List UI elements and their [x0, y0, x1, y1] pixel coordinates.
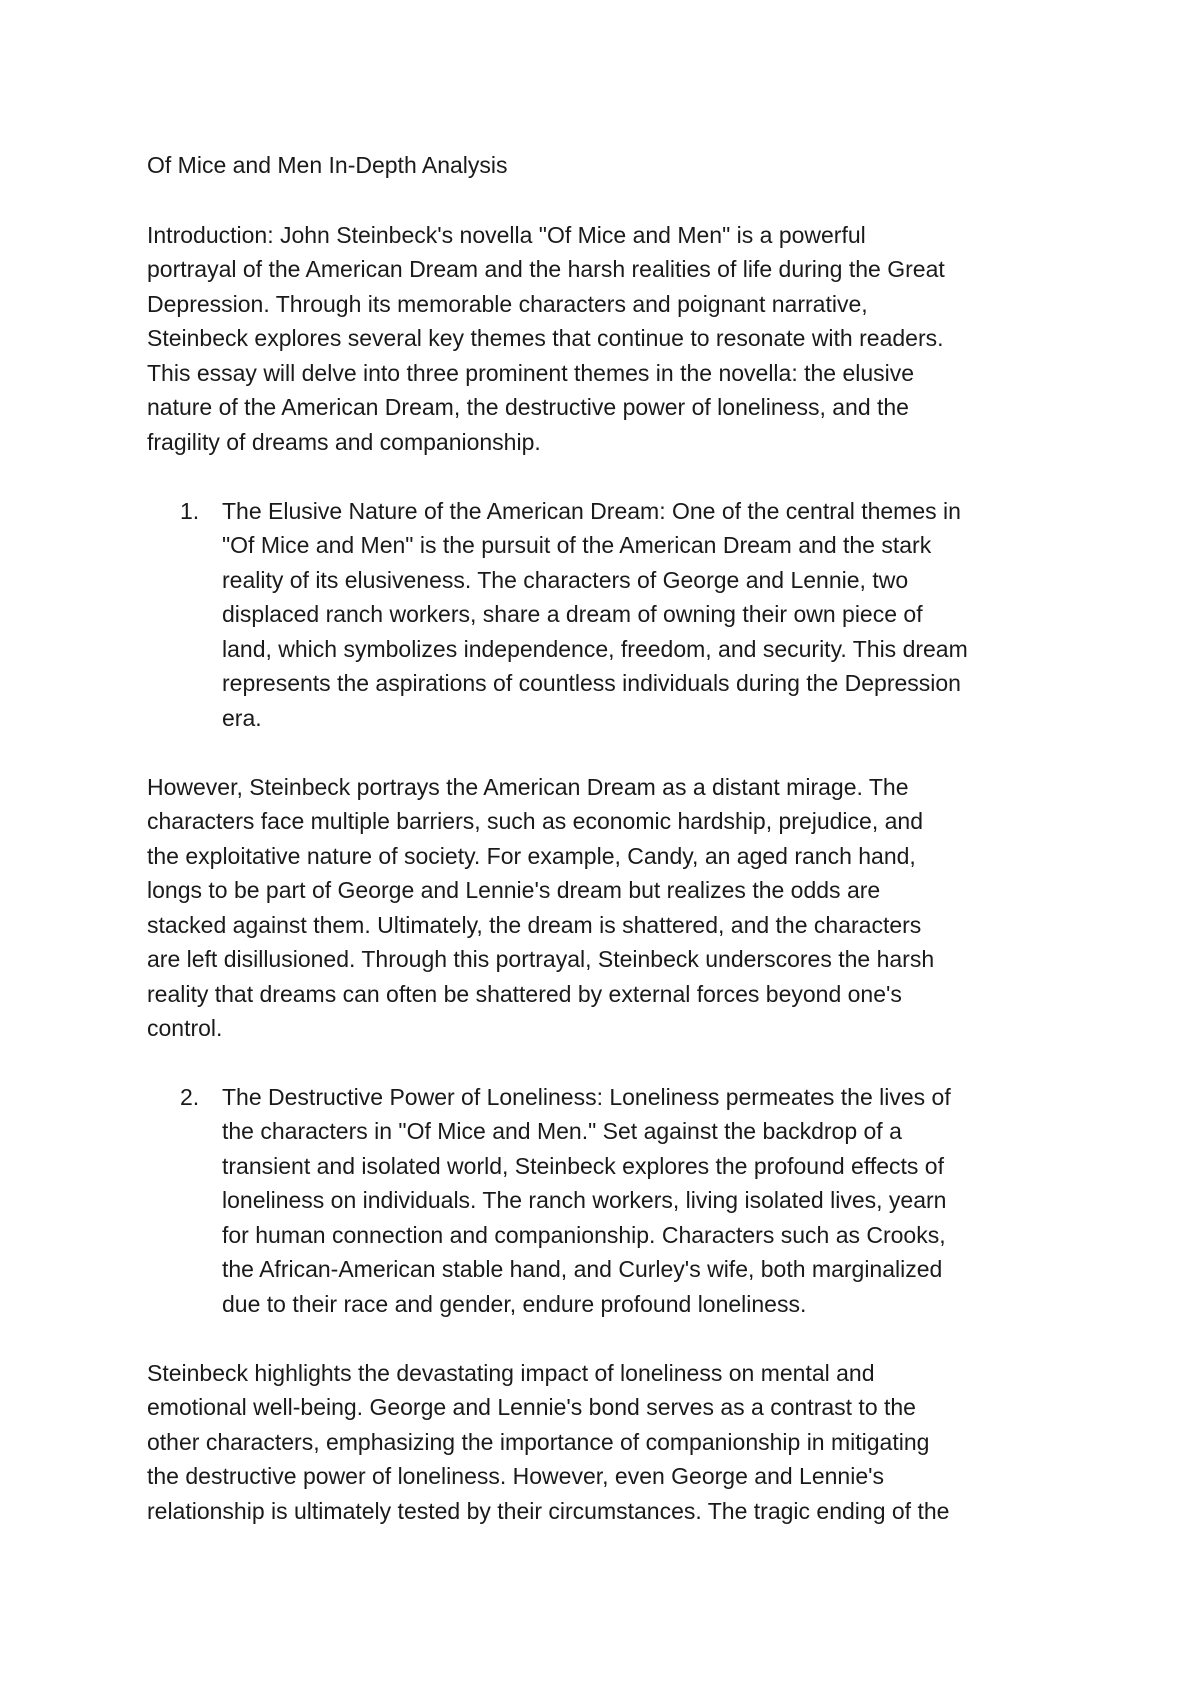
list-number: 2. — [180, 1084, 200, 1110]
paragraph-line: fragility of dreams and companionship. — [147, 429, 541, 455]
document-title: Of Mice and Men In-Depth Analysis — [147, 152, 508, 178]
paragraph-line: relationship is ultimately tested by their circumstances. The tragic ending of the — [147, 1498, 950, 1524]
paragraph-line: the exploitative nature of society. For example, Candy, an aged ranch hand, — [147, 843, 916, 869]
paragraph-line: control. — [147, 1015, 223, 1041]
paragraph-line: other characters, emphasizing the importance of companionship in mitigating — [147, 1429, 930, 1455]
list-item-line: loneliness on individuals. The ranch workers, living isolated lives, yearn — [222, 1187, 947, 1213]
paragraph-line: reality that dreams can often be shattered by external forces beyond one's — [147, 981, 902, 1007]
list-item-line: reality of its elusiveness. The characters of George and Lennie, two — [222, 567, 909, 593]
list-item-line: due to their race and gender, endure profound loneliness. — [222, 1291, 807, 1317]
list-item-line: era. — [222, 705, 262, 731]
paragraph-line: longs to be part of George and Lennie's dream but realizes the odds are — [147, 877, 881, 903]
paragraph-line: However, Steinbeck portrays the American Dream as a distant mirage. The — [147, 774, 909, 800]
list-item-line: for human connection and companionship. Characters such as Crooks, — [222, 1222, 946, 1248]
paragraph-line: nature of the American Dream, the destructive power of loneliness, and the — [147, 394, 909, 420]
paragraph-line: emotional well-being. George and Lennie's bond serves as a contrast to the — [147, 1394, 916, 1420]
paragraph-line: Steinbeck highlights the devastating impact of loneliness on mental and — [147, 1360, 875, 1386]
list-item-line: the African-American stable hand, and Curley's wife, both marginalized — [222, 1256, 943, 1282]
paragraph-line: Depression. Through its memorable characters and poignant narrative, — [147, 291, 868, 317]
list-item-line: the characters in "Of Mice and Men." Set against the backdrop of a — [222, 1118, 902, 1144]
list-item-line: The Elusive Nature of the American Dream: One of the central themes in — [222, 498, 961, 524]
list-item-line: "Of Mice and Men" is the pursuit of the American Dream and the stark — [222, 532, 932, 558]
list-item-line: land, which symbolizes independence, freedom, and security. This dream — [222, 636, 968, 662]
paragraph-line: This essay will delve into three prominent themes in the novella: the elusive — [147, 360, 915, 386]
list-number: 1. — [180, 498, 200, 524]
list-item-line: transient and isolated world, Steinbeck explores the profound effects of — [222, 1153, 944, 1179]
paragraph-line: the destructive power of loneliness. However, even George and Lennie's — [147, 1463, 884, 1489]
list-item-line: represents the aspirations of countless individuals during the Depression — [222, 670, 961, 696]
list-item-line: The Destructive Power of Loneliness: Loneliness permeates the lives of — [222, 1084, 951, 1110]
paragraph-line: stacked against them. Ultimately, the dream is shattered, and the characters — [147, 912, 922, 938]
paragraph-line: Steinbeck explores several key themes that continue to resonate with readers. — [147, 325, 944, 351]
list-item-line: displaced ranch workers, share a dream of owning their own piece of — [222, 601, 923, 627]
paragraph-line: Introduction: John Steinbeck's novella "Of Mice and Men" is a powerful — [147, 222, 866, 248]
paragraph-line: characters face multiple barriers, such as economic hardship, prejudice, and — [147, 808, 923, 834]
paragraph-line: are left disillusioned. Through this portrayal, Steinbeck underscores the harsh — [147, 946, 935, 972]
paragraph-line: portrayal of the American Dream and the harsh realities of life during the Great — [147, 256, 945, 282]
